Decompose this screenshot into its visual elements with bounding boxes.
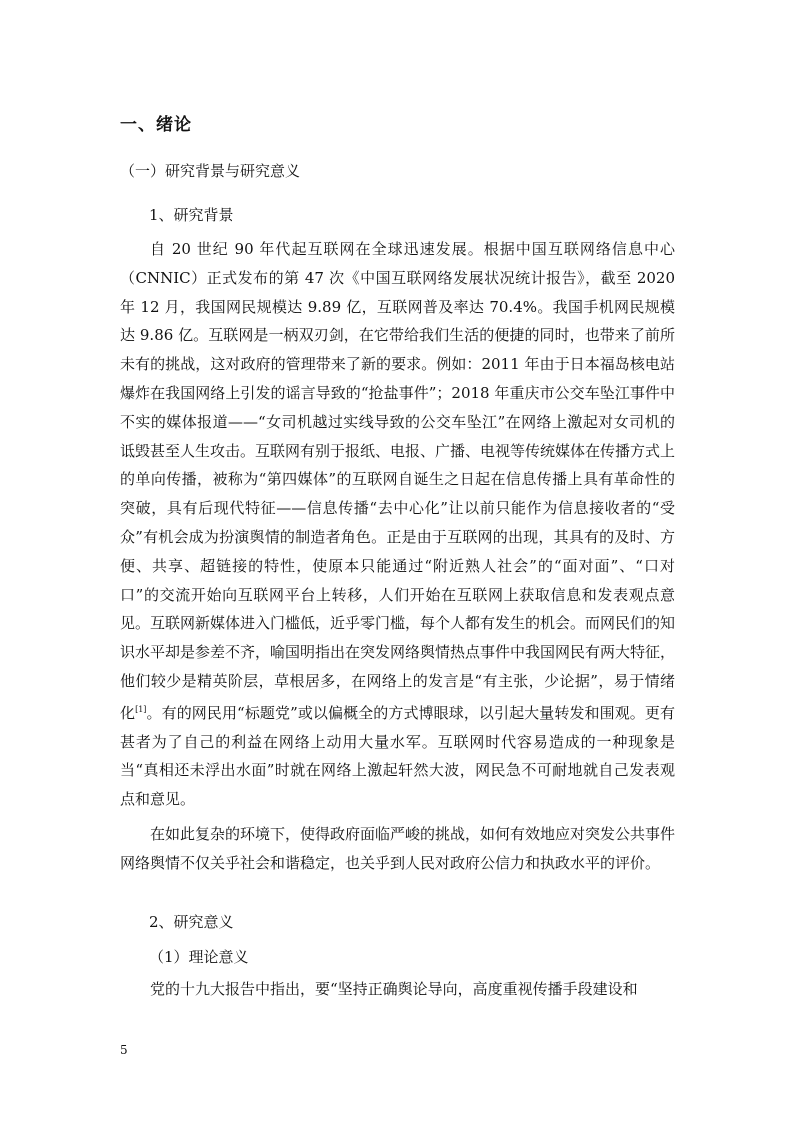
paragraph-theory: 党的十九大报告中指出，要“坚持正确舆论导向，高度重视传播手段建设和 (150, 980, 638, 998)
subsection-heading-background: 1、研究背景 (149, 206, 234, 224)
sub-subsection-heading-theory: （1）理论意义 (149, 948, 249, 966)
paragraph-background-text-2: 。有的网民用“标题党”或以偏概全的方式博眼球，以引起大量转发和围观。更有甚者为了自己的利益在网络上动用大量水军。互联网时代容易造成的一种现象是当“真相还未浮出水面”时就在网络上激起轩然大波，网民急不可耐地就自己发表观点和意见。 (120, 703, 675, 809)
paragraph-background (120, 235, 675, 814)
page-number: 5 (120, 1043, 128, 1057)
paragraph-background-text-1: 自 20 世纪 90 年代起互联网在全球迅速发展。根据中国互联网络信息中心（CNNIC）正式发布的第 47 次《中国互联网络发展状况统计报告》，截至 2020 年 12 月，我国网民规模达 9.89 亿，互联网普及率达 70.4%。我国手机网民规模达 9.86 亿。互联网是一柄双刃剑，在它带给我们生活的便捷的同时，也带来了前所未有的挑战，这对政府的管理带来了新的要求。例如：2011 年由于日本福岛核电站爆炸在我国网络上引发的谣言导致的“抢盐事件”；2018 年重庆市公交车坠江事件中不实的媒体报道——“女司机越过实线导致的公交车坠江”在网络上激起对女司机的诋毁甚至人生攻击。互联网有别于报纸、电报、广播、电视等传统媒体在传播方式上的单向传播，被称为“第四媒体”的互联网自诞生之日起在信息传播上具有革命性的突破，具有后现代特征——信息传播“去中心化”让以前只能作为信息接收者的“受众”有机会成为扮演舆情的制造者角色。正是由于互联网的出现，其具有的及时、方便、共享、超链接的特性，使原本只能通过“附近熟人社会”的“面对面”、“口对口”的交流开始向互联网平台上转移，人们开始在互联网上获取信息和发表观点意见。互联网新媒体进入门槛低，近乎零门槛，每个人都有发生的机会。而网民们的知识水平却是参差不齐，喻国明指出在突发网络舆情热点事件中我国网民有两大特征，他们较少是精英阶层，草根居多，在网络上的发言是“有主张，少论据”，易于情绪化 (120, 240, 676, 722)
paragraph-challenge: 在如此复杂的环境下，使得政府面临严峻的挑战，如何有效地应对突发公共事件网络舆情不仅关乎社会和谐稳定，也关乎到人民对政府公信力和执政水平的评价。 (120, 825, 676, 872)
section-heading: （一）研究背景与研究意义 (120, 162, 301, 180)
citation-reference: [1] (135, 704, 147, 714)
chapter-heading: 一、绪论 (120, 115, 192, 135)
subsection-heading-significance: 2、研究意义 (149, 913, 234, 931)
